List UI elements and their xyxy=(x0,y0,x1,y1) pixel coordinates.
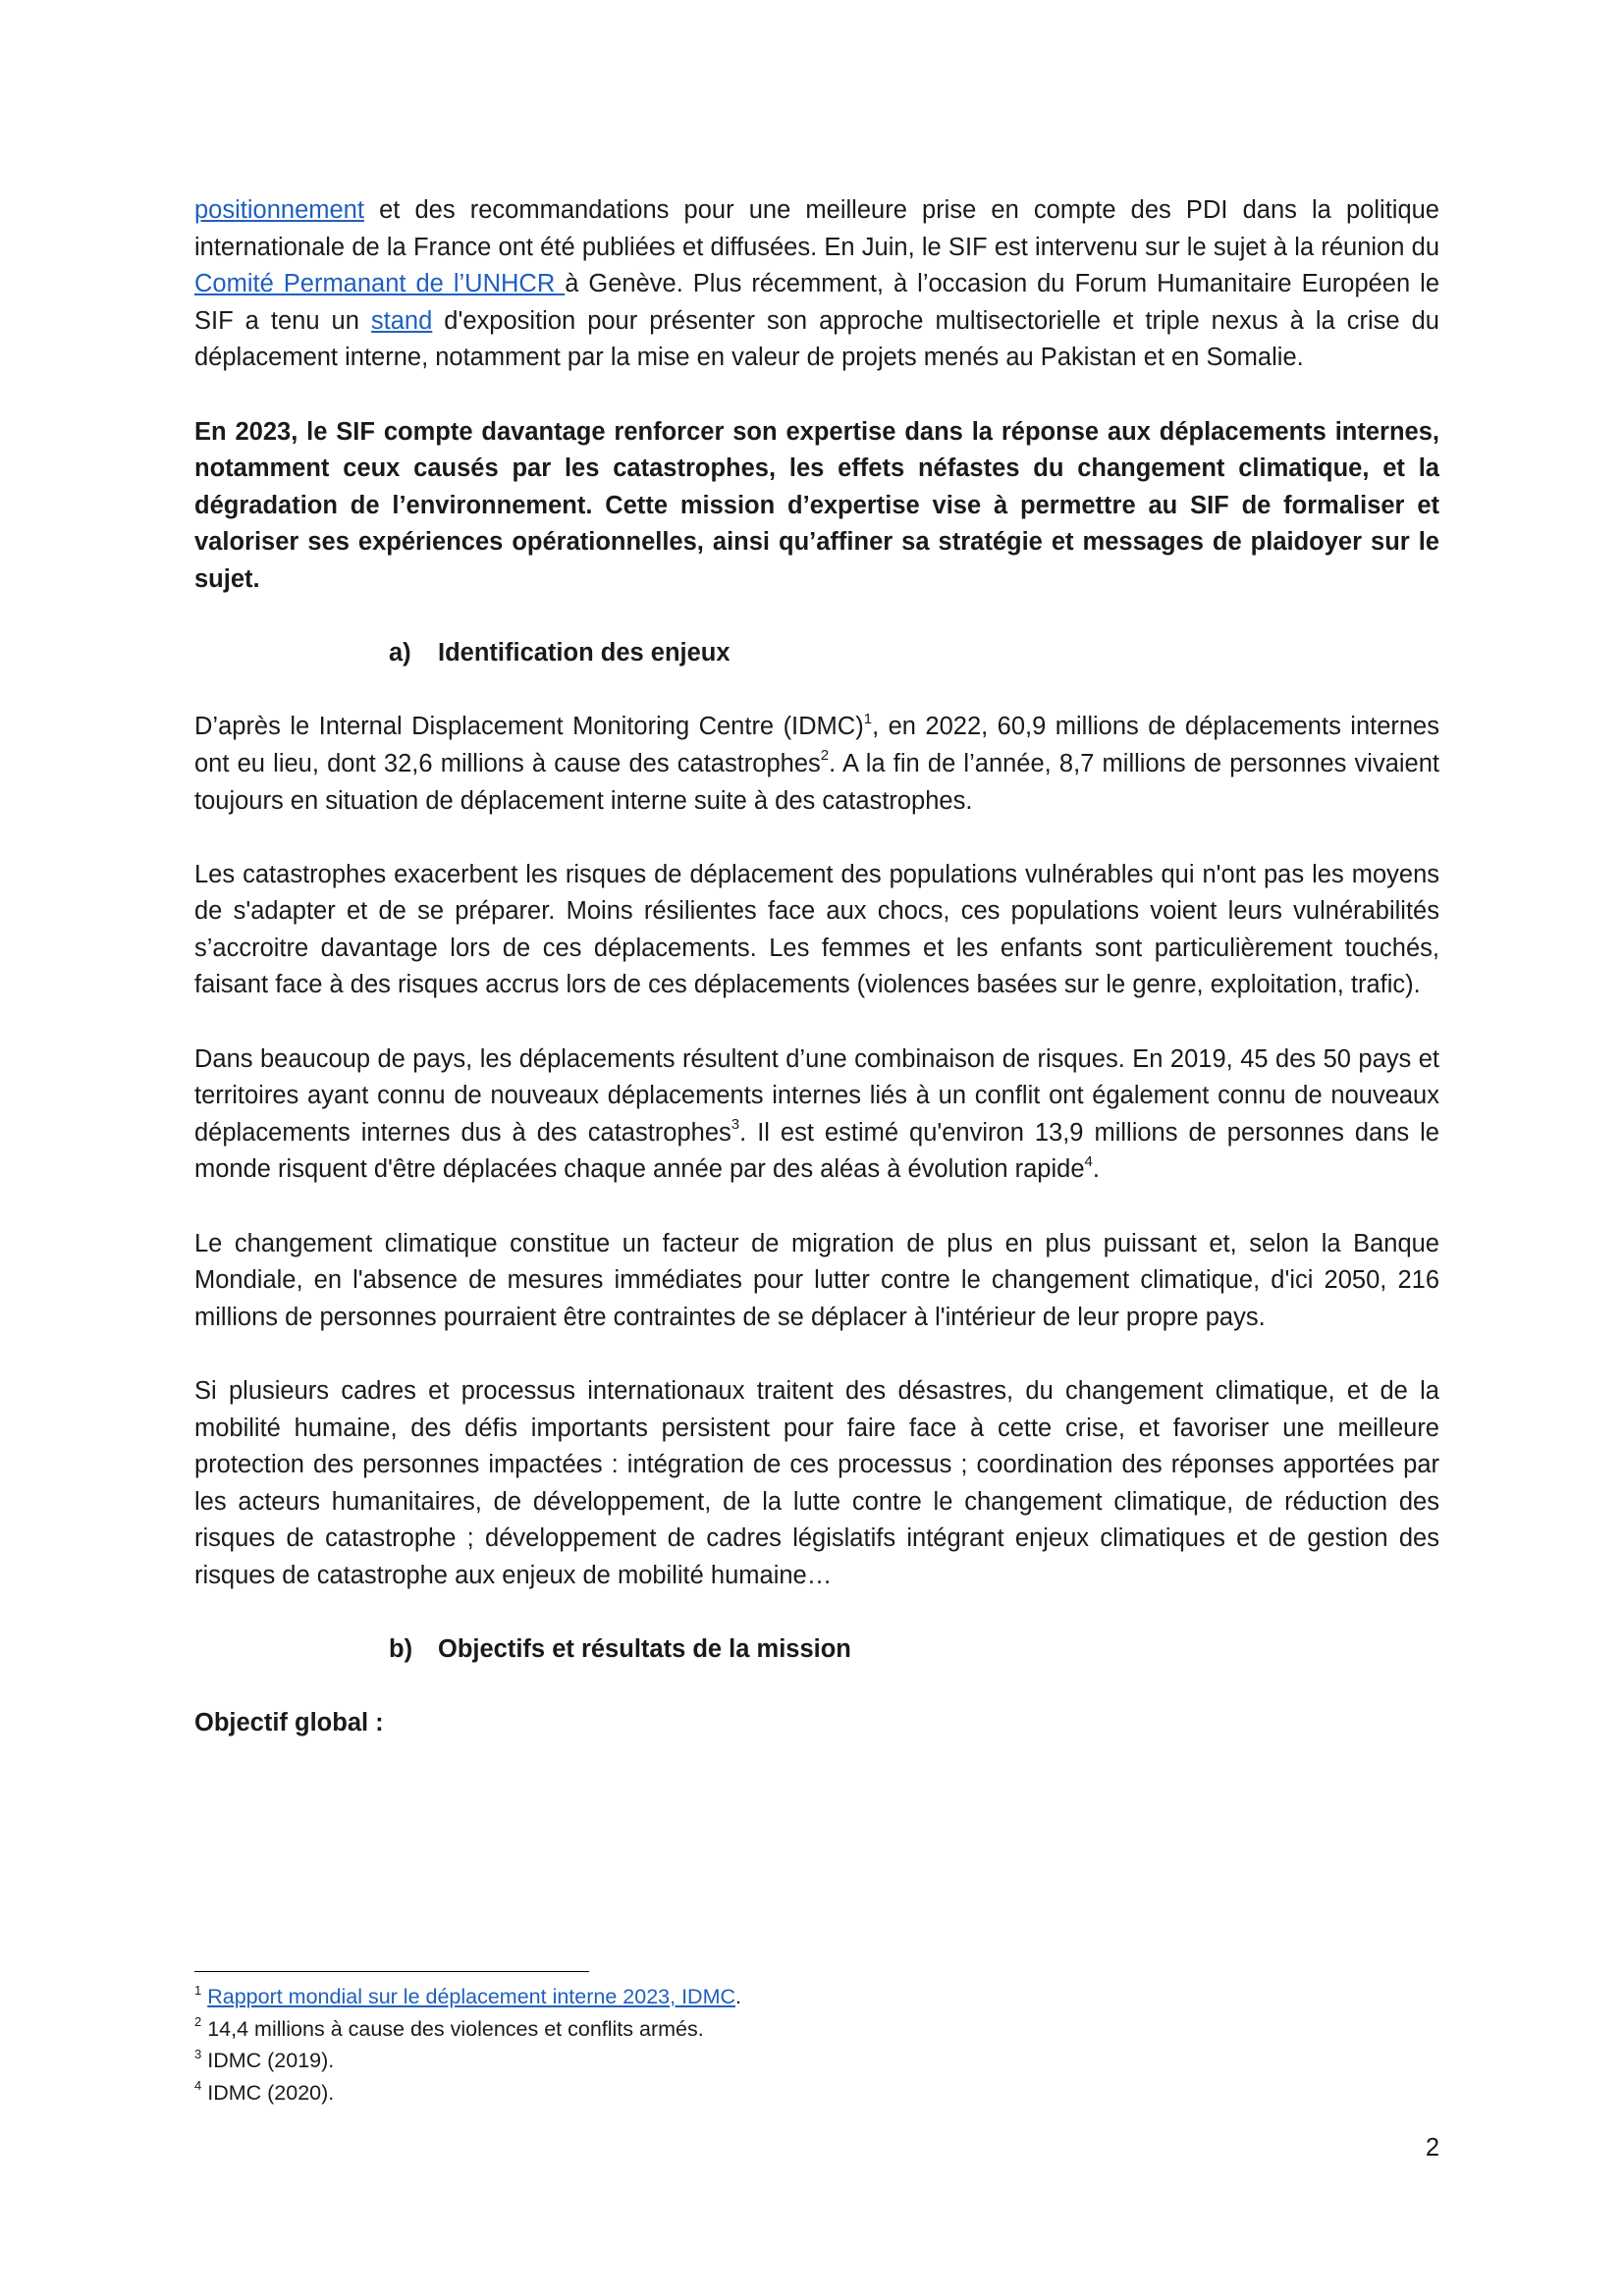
footnote-1 xyxy=(194,1981,1439,2013)
footnote-2-text: 14,4 millions à cause des violences et conflits armés. xyxy=(207,2016,704,2041)
footnote-1-number: 1 xyxy=(194,1982,202,1998)
idmc-text-3: . A la fin de l’année, 8,7 millions de personnes vivaient toujours en situation de déplacement interne suite à des catastrophes. xyxy=(194,749,1440,815)
link-positionnement[interactable]: positionnement xyxy=(194,196,364,224)
footnote-4 xyxy=(194,2077,1439,2109)
footnote-3-text: IDMC (2019). xyxy=(207,2049,335,2072)
section-heading-a xyxy=(194,635,1439,672)
intro-text-2: à Genève. Plus récemment, à l’occasion du Forum Humanitaire Européen le SIF a tenu un xyxy=(194,270,1439,335)
footnote-2 xyxy=(194,2013,1439,2046)
document-body xyxy=(194,192,1439,1780)
bold-paragraph-2023: En 2023, le SIF compte davantage renforcer son expertise dans la réponse aux déplacements internes, notamment ceux causés par les catastrophes, les effets néfastes du changement climatique, et la dégradation de l’environnement. Cette mission d’expertise vise à permettre au SIF de formaliser et valoriser ses expériences opérationnelles, ainsi qu’affiner sa stratégie et messages de plaidoyer sur le sujet. xyxy=(194,417,1439,593)
pays-text-3: . xyxy=(1092,1155,1100,1184)
objectif-global-label: Objectif global : xyxy=(194,1709,384,1737)
footnote-ref-2[interactable]: 2 xyxy=(820,747,830,765)
paragraph-idmc xyxy=(194,709,1439,820)
paragraph-catastrophes: Les catastrophes exacerbent les risques de déplacement des populations vulnérables qui n'ont pas les moyens de s'adapter et de se préparer. Moins résilientes face aux chocs, ces populations voient leurs vulnérabilités s’accroitre davantage lors de ces déplacements. Les femmes et les enfants sont particulièrement touchés, faisant face à des risques accrus lors de ces déplacements (violences basées sur le genre, exploitation, trafic). xyxy=(194,860,1439,999)
idmc-text-2: , en 2022, 60,9 millions de déplacements internes ont eu lieu, dont 32,6 millions à cause des catastrophes xyxy=(194,713,1439,777)
pays-text-1: Dans beaucoup de pays, les déplacements résultent d’une combinaison de risques. En 2019, 45 des 50 pays et territoires ayant connu de nouveaux déplacements internes liés à un conflit ont également connu de nouveaux déplacements internes dus à des catastrophes xyxy=(194,1044,1439,1147)
pays-text-2: . Il est estimé qu'environ 13,9 millions de personnes dans le monde risquent d'être déplacées chaque année par des aléas à évolution rapide xyxy=(194,1118,1439,1184)
link-stand[interactable]: stand xyxy=(370,306,433,335)
intro-paragraph xyxy=(194,192,1439,377)
footnote-separator xyxy=(194,1971,589,1972)
section-a-number: a) xyxy=(389,639,411,667)
link-comite-permanant-unhcr[interactable]: Comité Permanant de l’UNHCR xyxy=(194,270,566,298)
section-a-title: Identification des enjeux xyxy=(438,639,731,667)
paragraph-cadres: Si plusieurs cadres et processus internationaux traitent des désastres, du changement climatique, et de la mobilité humaine, des défis importants persistent pour faire face à cette crise, et favoriser une meilleure protection des personnes impactées : intégration de ces processus ; coordination des réponses apportées par les acteurs humanitaires, de développement, de la lutte contre le changement climatique, de réduction des risques de catastrophe ; développement de cadres législatifs intégrant enjeux climatiques et de gestion des risques de catastrophe aux enjeux de mobilité humaine… xyxy=(194,1377,1439,1589)
intro-text-1: et des recommandations pour une meilleure prise en compte des PDI dans la politique internationale de la France ont été publiées et diffusées. En Juin, le SIF est intervenu sur le sujet à la réunion du xyxy=(194,196,1439,261)
footnote-4-number: 4 xyxy=(194,2078,202,2094)
footnote-4-text: IDMC (2020). xyxy=(207,2080,335,2105)
page-number: 2 xyxy=(1425,2134,1439,2162)
footnote-3 xyxy=(194,2045,1439,2077)
paragraph-changement-climatique: Le changement climatique constitue un facteur de migration de plus en plus puissant et, selon la Banque Mondiale, en l'absence de mesures immédiates pour lutter contre le changement climatique, d'ici 2050, 216 millions de personnes pourraient être contraintes de se déplacer à l'intérieur de leur propre pays. xyxy=(194,1229,1439,1331)
section-heading-b xyxy=(194,1631,1439,1669)
section-b-title: Objectifs et résultats de la mission xyxy=(438,1635,851,1664)
footnote-1-link[interactable]: Rapport mondial sur le déplacement interne 2023, IDMC xyxy=(207,1985,736,2008)
footnotes xyxy=(194,1981,1439,2109)
idmc-text-1: D’après le Internal Displacement Monitoring Centre (IDMC) xyxy=(194,713,864,741)
paragraph-pays xyxy=(194,1041,1439,1189)
section-b-number: b) xyxy=(389,1635,413,1664)
intro-text-3: d'exposition pour présenter son approche multisectorielle et triple nexus à la crise du déplacement interne, notamment par la mise en valeur de projets menés au Pakistan et en Somalie. xyxy=(194,306,1439,372)
footnote-3-number: 3 xyxy=(194,2046,202,2061)
footnote-ref-3[interactable]: 3 xyxy=(731,1116,740,1134)
footnote-ref-4[interactable]: 4 xyxy=(1084,1152,1093,1170)
footnote-ref-1[interactable]: 1 xyxy=(863,710,873,727)
footnote-1-suffix: . xyxy=(735,1985,741,2008)
footnote-2-number: 2 xyxy=(194,2014,202,2030)
